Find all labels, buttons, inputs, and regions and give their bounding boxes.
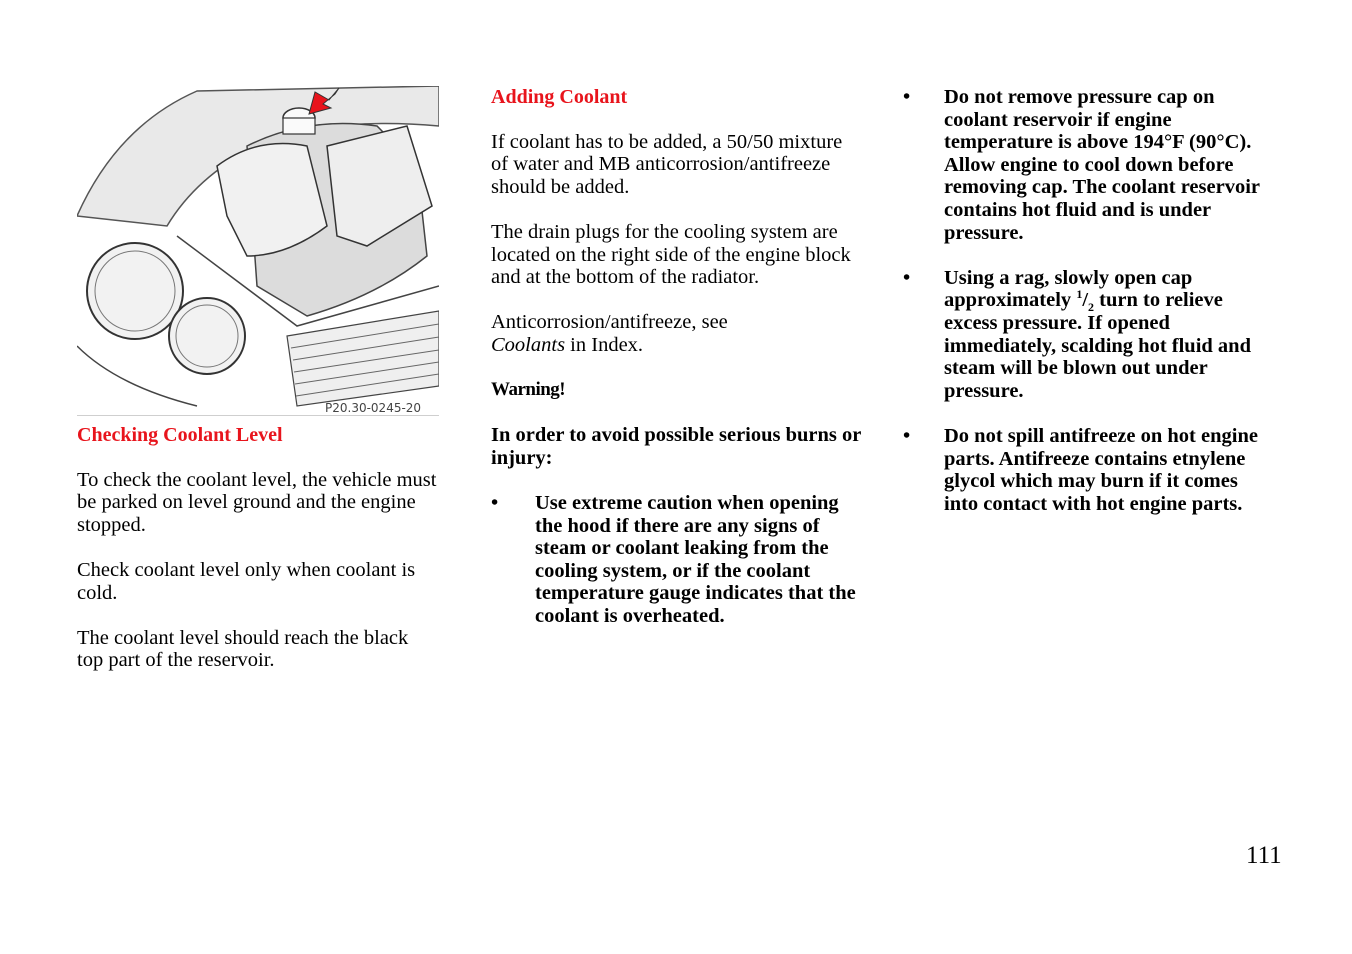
bullet-mark: •	[903, 266, 911, 289]
paragraph	[491, 311, 861, 356]
paragraph: The coolant level should reach the black top part of the reservoir.	[77, 626, 409, 672]
bullet-text: Use extreme caution when opening the hood if there are any signs of steam or coolant leaking from the cooling system, or if the coolant temperature gauge indicates that the coolant is overheated.	[535, 492, 856, 628]
fraction-denominator: 2	[1088, 300, 1095, 315]
bullet-text: Do not remove pressure cap on coolant reservoir if engine temperature is above 194°F (90°C). Allow engine to cool down before removing cap. The coolant reservoir contains hot fluid and is under pressure.	[944, 86, 1260, 244]
warning-bullet	[900, 267, 1270, 403]
engine-compartment-illustration	[77, 86, 439, 416]
bullet-mark: •	[903, 424, 911, 447]
fraction-numerator: 1	[1076, 287, 1083, 302]
bullet-text-part: turn to relieve excess pressure. If opened immediately, scalding hot fluid and steam will be blown out under pressure.	[944, 289, 1251, 402]
figure-code: P20.30-0245-20	[325, 401, 422, 415]
warning-bullet	[900, 86, 1270, 244]
engine-compartment-icon	[77, 86, 439, 415]
fraction-slash: /	[1082, 289, 1089, 312]
warning-intro: In order to avoid possible serious burns or injury:	[491, 424, 862, 469]
paragraph: To check the coolant level, the vehicle must be parked on level ground and the engine stopped.	[77, 468, 437, 536]
paragraph: The drain plugs for the cooling system are located on the right side of the engine block and at the bottom of the radiator.	[491, 220, 851, 289]
paragraph: Check coolant level only when coolant is cold.	[77, 558, 416, 604]
bullet-mark: •	[491, 492, 499, 515]
paragraph-text: Anticorrosion/antifreeze, see	[491, 311, 728, 334]
middle-column	[491, 86, 861, 628]
bullet-text-part: Using a rag, slowly open cap approximately	[944, 266, 1193, 312]
page-number: 111	[1246, 842, 1282, 869]
warning-label: Warning!	[491, 379, 566, 401]
index-reference: Coolants	[491, 333, 566, 356]
right-column	[900, 86, 1270, 515]
left-column	[77, 86, 439, 672]
bullet-mark: •	[903, 86, 911, 108]
bullet-text	[944, 267, 1270, 403]
bullet-text: Do not spill antifreeze on hot engine parts. Antifreeze contains etnylene glycol which may burn if it comes into contact with hot engine parts.	[944, 424, 1258, 515]
paragraph-text: in Index.	[565, 333, 644, 356]
warning-bullet	[491, 492, 861, 628]
section-heading: Checking Coolant Level	[77, 424, 283, 446]
warning-bullet	[900, 425, 1270, 515]
paragraph: If coolant has to be added, a 50/50 mixture of water and MB anticorrosion/antifreeze should be added.	[491, 130, 843, 198]
section-heading: Adding Coolant	[491, 86, 628, 108]
